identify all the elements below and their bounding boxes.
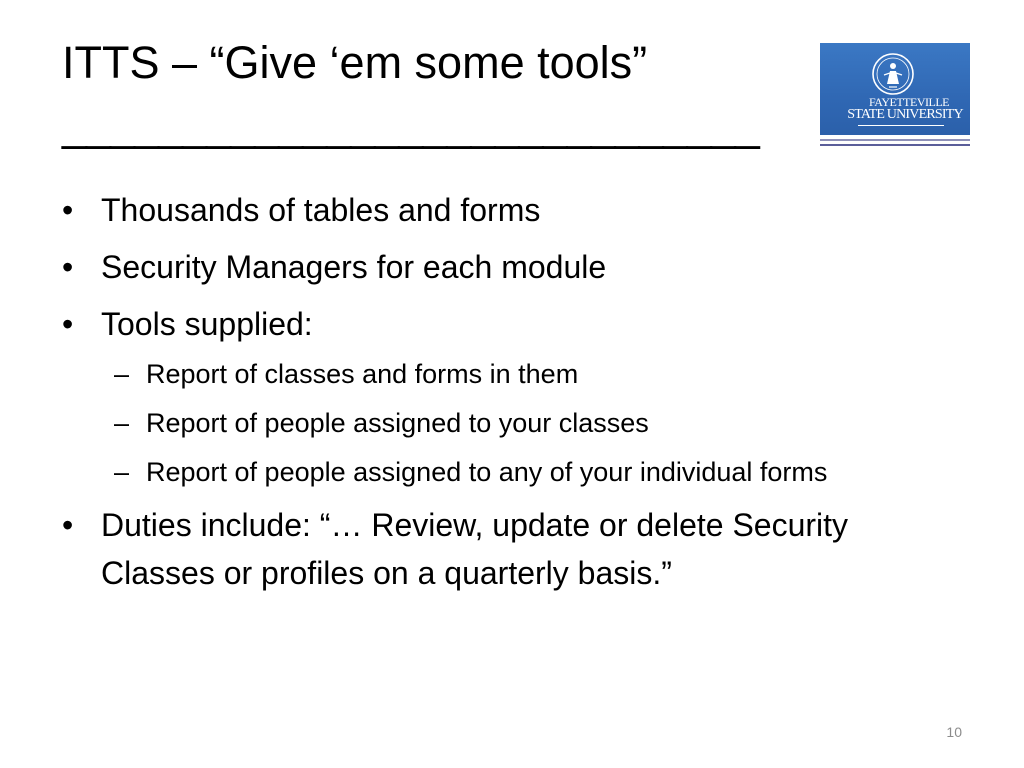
bullet-icon: • bbox=[62, 306, 74, 342]
sub-bullet-text: Report of classes and forms in them bbox=[146, 359, 579, 389]
bullet-item bbox=[62, 501, 962, 597]
bullet-icon: • bbox=[62, 249, 74, 285]
bullet-item bbox=[62, 300, 962, 348]
bullet-text: Tools supplied: bbox=[101, 306, 313, 342]
logo-stripes bbox=[820, 135, 970, 149]
university-seal-icon bbox=[870, 51, 916, 97]
logo-text-fayetteville: FAYETTEVILLE bbox=[869, 95, 949, 109]
bullet-icon: • bbox=[62, 507, 74, 543]
logo-text-state-university: STATE UNIVERSITY bbox=[847, 107, 963, 122]
dash-icon: – bbox=[114, 359, 130, 389]
sub-bullet-list bbox=[62, 354, 962, 493]
bullet-item bbox=[62, 243, 962, 291]
sub-bullet-text: Report of people assigned to your classes bbox=[146, 408, 649, 438]
sub-bullet-text: Report of people assigned to any of your individual forms bbox=[146, 457, 828, 487]
dash-icon: – bbox=[114, 408, 130, 438]
sub-bullet-item bbox=[62, 452, 962, 493]
bullet-item bbox=[62, 186, 962, 234]
dash-icon: – bbox=[114, 457, 130, 487]
title-underline: _____________________________ bbox=[62, 99, 759, 150]
logo-underline bbox=[858, 125, 944, 126]
sub-bullet-item bbox=[62, 403, 962, 444]
sub-bullet-item bbox=[62, 354, 962, 395]
bullet-text: Duties include: “… Review, update or delete Security Classes or profiles on a quarterly basis.” bbox=[101, 507, 849, 591]
bullet-text: Thousands of tables and forms bbox=[101, 192, 541, 228]
slide-title: ITTS – “Give ‘em some tools” bbox=[62, 37, 648, 88]
university-logo bbox=[820, 43, 970, 149]
slide-number: 10 bbox=[946, 724, 962, 740]
slide-body bbox=[62, 186, 962, 606]
bullet-text: Security Managers for each module bbox=[101, 249, 607, 285]
bullet-icon: • bbox=[62, 192, 74, 228]
